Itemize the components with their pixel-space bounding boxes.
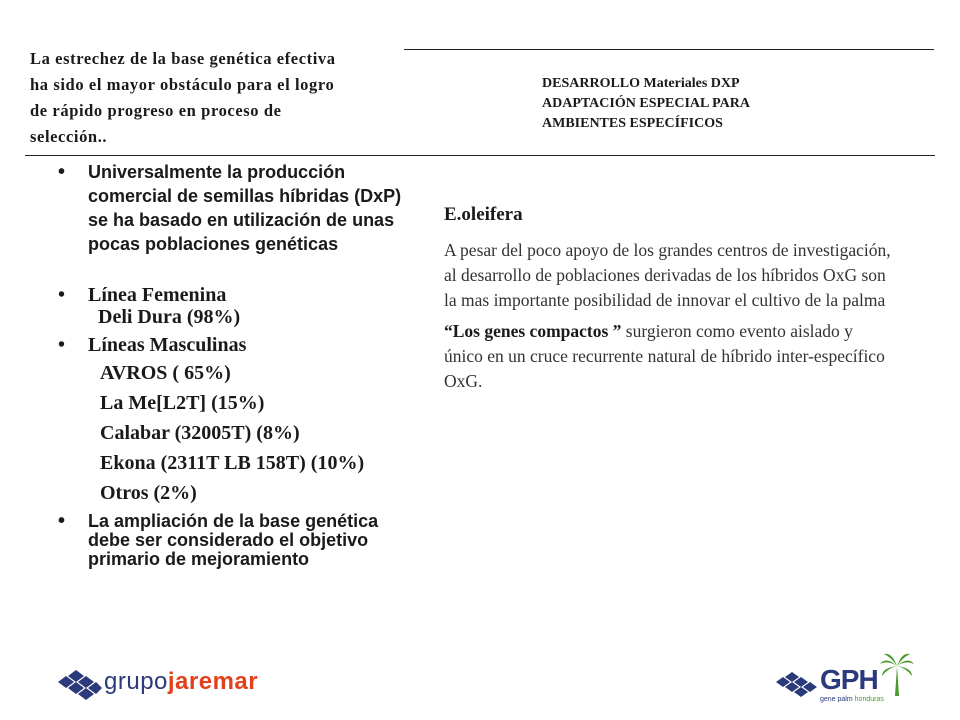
bullet-universal-production: • Universalmente la producción comercial de semillas híbridas (DxP) se ha basado en utilización de unas pocas poblaciones genéticas [58,160,403,256]
header-right-line: DESARROLLO Materiales DXP [542,76,740,91]
header-left-line: selección.. [30,127,108,146]
compact-genes-label: “Los genes compactos ” [444,321,622,341]
male-line-item: AVROS ( 65%) [100,362,231,384]
male-line-item: Ekona (2311T LB 158T) (10%) [100,452,365,474]
header-left-line: ha sido el mayor obstáculo para el logro [30,75,335,94]
grupo-jaremar-logo [58,664,318,704]
gph-wordmark: GPH [820,664,878,695]
female-line-sub: Deli Dura (98%) [98,306,241,328]
header-right-line: AMBIENTES ESPECÍFICOS [542,116,723,131]
bullet-male-lines: • Líneas Masculinas [58,334,403,356]
bullet-female-line [58,284,403,328]
jaremar-wordmark [104,668,258,696]
header-left-line: de rápido progreso en proceso de [30,101,282,120]
right-paragraph-1: A pesar del poco apoyo de los grandes centros de investigación, al desarrollo de poblaciones derivadas de los híbridos OxG son la mas importante posibilidad de innovar el cultivo de la palma [444,240,891,310]
bullet-genetic-base: • La ampliación de la base genética debe ser considerado el objetivo primario de mejoramiento [58,512,403,569]
jaremar-word-jaremar: jaremar [167,668,259,695]
right-title: E.oleifera [444,204,523,225]
gph-diamond-icon [776,670,820,704]
header-right-text [542,74,862,134]
right-paragraph-2-text: surgieron como evento aislado y único en un cruce recurrente natural de híbrido inter-específico OxG. [444,321,885,391]
male-lines-list [58,362,403,504]
female-line-title: • Línea Femenina [88,284,227,306]
header-left-line: La estrechez de la base genética efectiva [30,49,336,68]
header-top-rule [404,49,934,50]
jaremar-diamond-icon [58,668,102,702]
gph-tagline-honduras: honduras [854,696,884,703]
male-line-item: Calabar (32005T) (8%) [100,422,300,444]
gph-tagline [820,696,884,703]
male-line-item: La Me[L2T] (15%) [100,392,265,414]
gph-tagline-gene-palm: gene palm [820,696,853,703]
header-left-text [30,46,402,150]
jaremar-word-grupo: grupo [104,668,168,695]
header-right-line: ADAPTACIÓN ESPECIAL PARA [542,96,750,111]
right-column [444,204,894,394]
gph-logo [776,652,936,712]
left-column [58,160,403,569]
right-paragraph-2 [444,319,894,394]
header-bottom-rule [25,155,935,156]
palm-tree-icon [880,652,914,696]
male-line-item: Otros (2%) [100,482,197,504]
